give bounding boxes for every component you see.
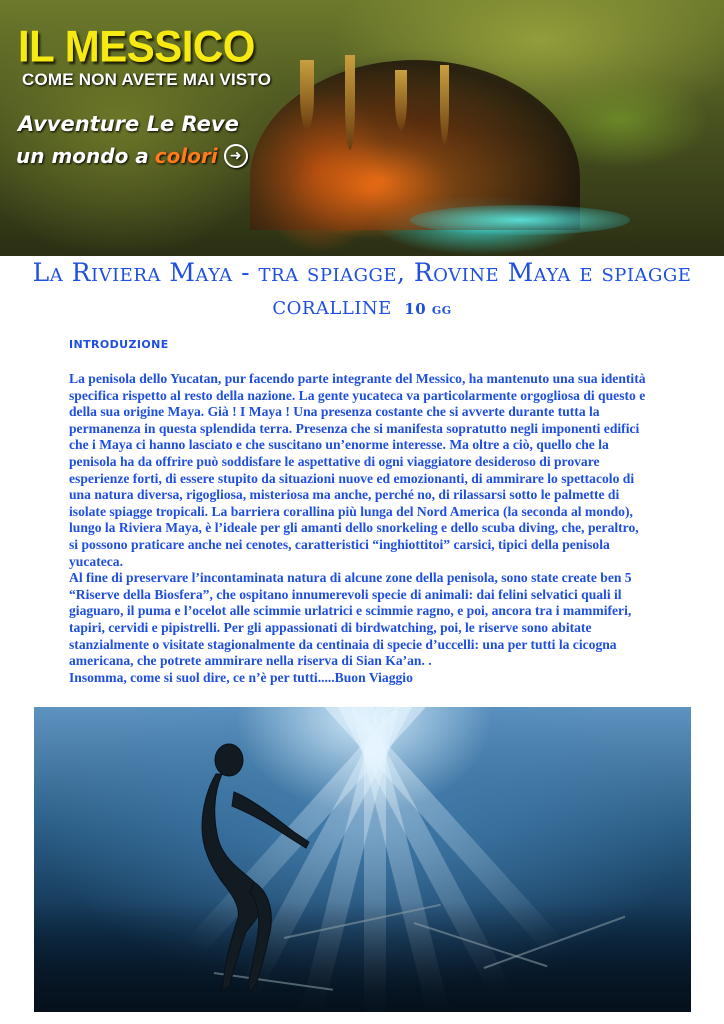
stalactite-image [300,60,314,130]
banner-tagline[interactable] [16,144,248,168]
arrow-right-circle-icon[interactable]: ➜ [224,144,248,168]
intro-paragraph: La penisola dello Yucatan, pur facendo parte integrante del Messico, ha mantenuto una sua identità specifica rispetto al resto della nazione. La gente yucateca va particolarmente orgogliosa di questo e della sua origine Maya. Già ! I Maya ! Una presenza costante che si avverte durante tutta la permanenza in questa splendida terra. Presenza che si manifesta sopratutto negli imponenti edifici che i Maya ci hanno lasciato e che suscitano un’enorme interesse. Ma oltre a ciò, quello che la penisola ha da offrire può soddisfare le aspettative di ogni viaggiatore desideroso di provare esperienze forti, di essere stupito da situazioni nuove ed emozionanti, di ammirare lo spettacolo di una natura diversa, rigogliosa, misteriosa ma anche, perché no, di rilassarsi sotto le palmette di isolate spiagge tropicali. La barriera corallina più lunga del Nord America (la seconda al mondo), lungo la Riviera Maya, è l’ideale per gli amanti dello snorkeling e dello scuba diving, che, peraltro, si possono praticare anche nei cenotes, caratteristici “inghiottitoi” carsici, tipici della penisola yucateca. [69,371,646,569]
tagline-prefix: un mondo a [16,144,149,168]
brand-name: Avventure Le Reve [18,112,239,136]
banner-subtitle: COME NON AVETE MAI VISTO [22,70,272,89]
stalactite-image [395,70,407,130]
trip-duration: 10 gg [404,300,452,318]
header-banner [0,0,724,256]
stalactite-image [345,55,355,150]
stalactite-image [440,65,449,145]
title-text: La Riviera Maya - tra spiagge, Rovine Maya e spiagge coralline [32,258,692,320]
underwater-cenote-photo [34,707,691,1012]
tagline-accent: colori [154,144,218,168]
cenote-water-image [410,205,630,235]
swimmer-silhouette [174,722,374,1012]
intro-paragraph: Insomma, come si suol dire, ce n’è per tutti.....Buon Viaggio [69,669,413,685]
intro-paragraph: Al fine di preservare l’incontaminata natura di alcune zone della penisola, sono state create ben 5 “Riserve della Biosfera”, che ospitano innumerevoli specie di animali: dai felini selvatici quali il giaguaro, il puma e l’ocelot alle scimmie urlatrici e scimmie ragno, e poi, ancora tra i mammiferi, tapiri, cervidi e pipistrelli. Per gli appassionati di birdwatching, poi, le riserve sono abitate stanzialmente o visitate stagionalmente da centinaia di specie d’uccelli: una per tutti la cicogna americana, che potrete ammirare nella riserva di Sian Ka’an. . [69,570,632,669]
section-heading-introduzione: INTRODUZIONE [69,338,169,351]
banner-title: IL MESSICO [18,21,255,72]
document-title [20,256,704,326]
intro-text [69,371,649,686]
